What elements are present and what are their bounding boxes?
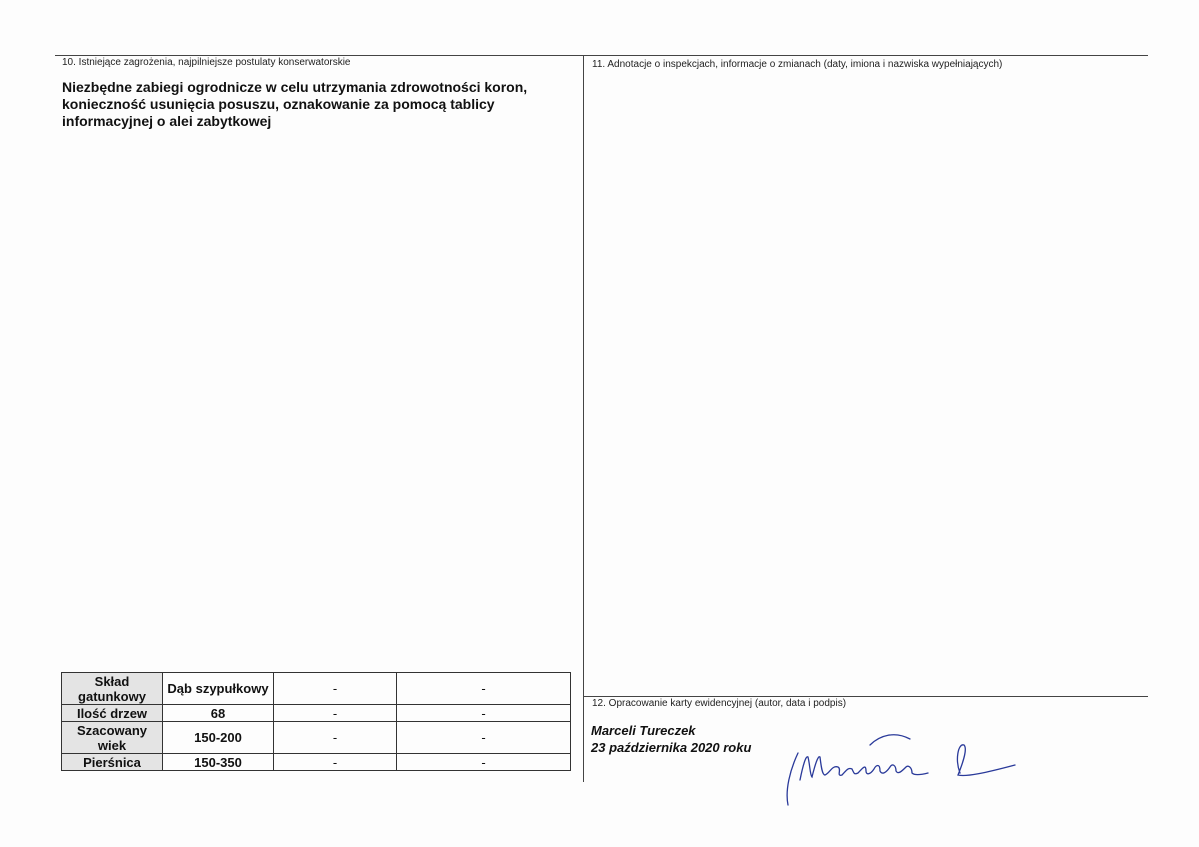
species-table (61, 672, 571, 771)
cell: - (397, 754, 571, 771)
table-row (62, 754, 571, 771)
cell: 150-350 (163, 754, 274, 771)
cell: - (274, 754, 397, 771)
cell: - (397, 705, 571, 722)
cell: - (397, 673, 571, 705)
section10-text: Niezbędne zabiegi ogrodnicze w celu utrzymania zdrowotności koron, konieczność usunięcia posuszu, oznakowanie za pomocą tablicy informacyjnej o alei zabytkowej (62, 79, 528, 129)
table-row (62, 705, 571, 722)
top-rule (55, 55, 1148, 56)
column-divider (583, 55, 584, 782)
cell: 68 (163, 705, 274, 722)
author-name: Marceli Tureczek (591, 723, 696, 738)
cell: - (274, 722, 397, 754)
table-row (62, 722, 571, 754)
section11-label: 11. Adnotacje o inspekcjach, informacje o zmianach (daty, imiona i nazwiska wypełniających) (592, 59, 1003, 70)
cell: - (274, 705, 397, 722)
section12-rule (583, 696, 1148, 697)
cell: - (274, 673, 397, 705)
section10-label: 10. Istniejące zagrożenia, najpilniejsze postulaty konserwatorskie (62, 57, 351, 68)
author-block (591, 722, 751, 756)
signature (770, 725, 1030, 815)
row-header: Skład gatunkowy (62, 673, 163, 705)
cell: Dąb szypułkowy (163, 673, 274, 705)
table-row (62, 673, 571, 705)
author-date: 23 października 2020 roku (591, 740, 752, 755)
cell: 150-200 (163, 722, 274, 754)
row-header: Pierśnica (62, 754, 163, 771)
section12-label: 12. Opracowanie karty ewidencyjnej (autor, data i podpis) (592, 698, 847, 709)
row-header: Ilość drzew (62, 705, 163, 722)
cell: - (397, 722, 571, 754)
row-header: Szacowany wiek (62, 722, 163, 754)
